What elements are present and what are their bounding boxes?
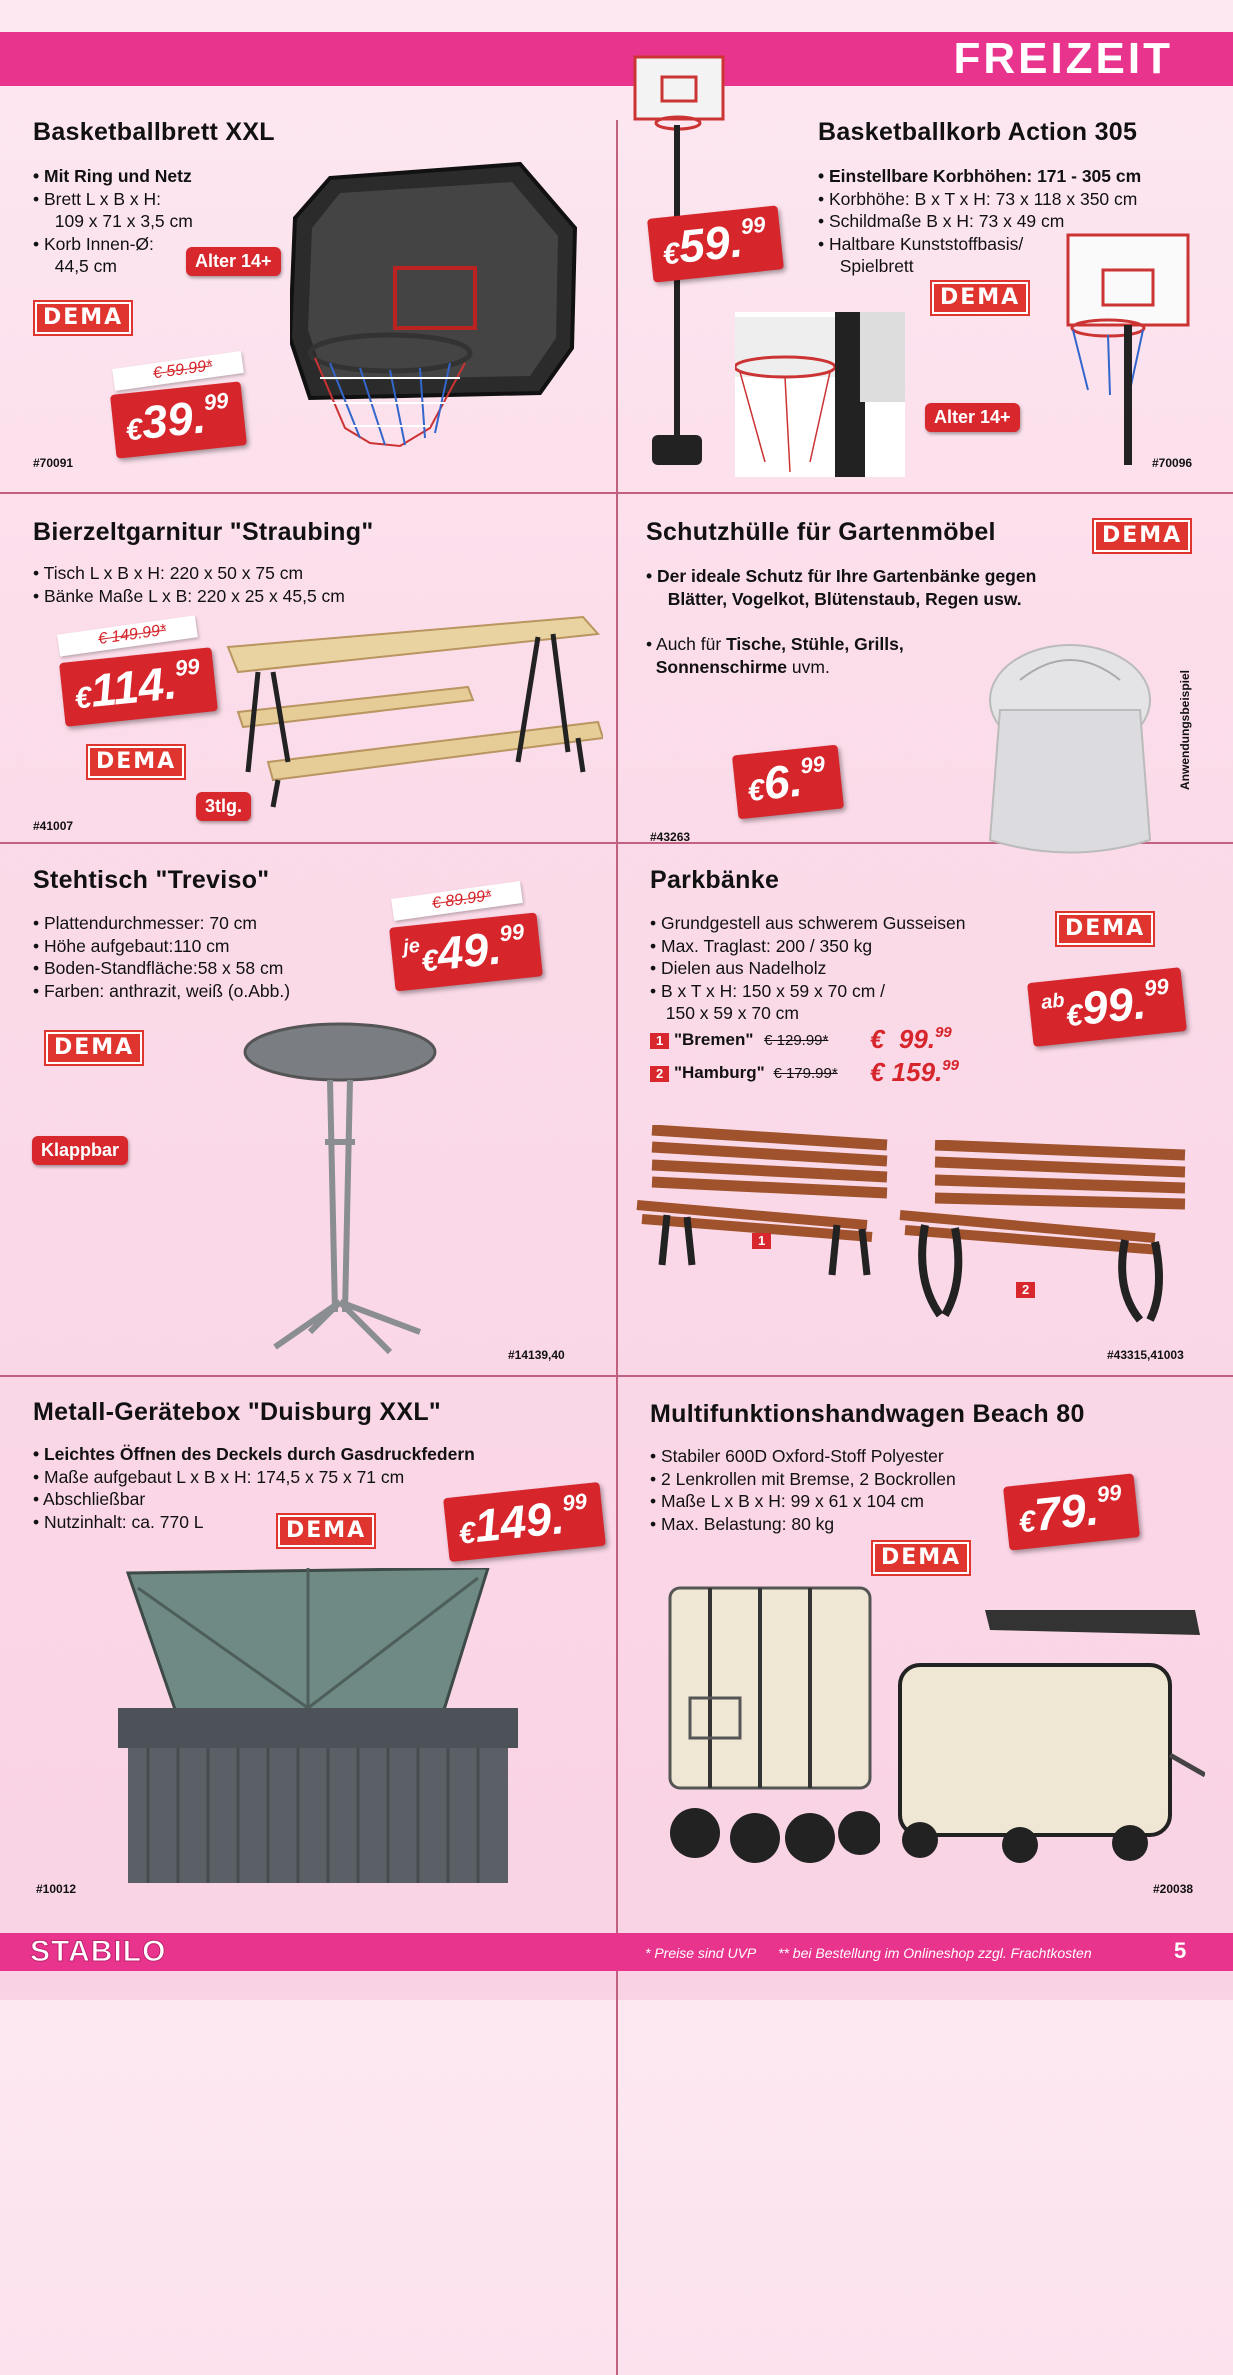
set-badge: 3tlg. xyxy=(196,792,251,821)
product-title: Multifunktionshandwagen Beach 80 xyxy=(650,1400,1085,1428)
feature-line: Spielbrett xyxy=(830,256,914,276)
product-features xyxy=(650,1445,956,1535)
feature-line: • Mit Ring und Netz xyxy=(33,166,192,186)
variant-price xyxy=(870,1024,952,1055)
product-sku: #20038 xyxy=(1153,1882,1194,1896)
brand-logo: DEMA xyxy=(1094,520,1190,552)
brand-logo: DEMA xyxy=(46,1032,142,1064)
feature-line: • Schildmaße B x H: 73 x 49 cm xyxy=(818,211,1065,231)
price-prefix: je xyxy=(402,934,421,959)
stabilo-logo: STABILO xyxy=(30,1935,167,1968)
brand-logo: DEMA xyxy=(932,282,1028,314)
price-cents: 99 xyxy=(739,211,767,240)
feature-line: • Grundgestell aus schwerem Gusseisen xyxy=(650,913,966,933)
price-currency: € xyxy=(1017,1504,1038,1540)
variant-old-price: € 179.99* xyxy=(773,1065,838,1082)
variant-row xyxy=(650,1024,952,1054)
price-integer: 114. xyxy=(88,656,180,717)
footer-note-shipping: ** bei Bestellung im Onlineshop zzgl. Frachtkosten xyxy=(778,1945,1092,1961)
product-sku: #10012 xyxy=(36,1882,77,1896)
grid-divider xyxy=(0,492,1233,494)
footer-note-prices: * Preise sind UVP xyxy=(645,1945,757,1961)
brand-logo: DEMA xyxy=(278,1515,374,1547)
variant-number: 1 xyxy=(650,1033,669,1049)
product-sku: #41007 xyxy=(33,819,74,833)
product-features xyxy=(33,1443,475,1533)
feature-line: • Leichtes Öffnen des Deckels durch Gasdruckfedern xyxy=(33,1444,475,1464)
variant-price-value: € 159. xyxy=(870,1057,943,1087)
age-badge: Alter 14+ xyxy=(186,247,281,276)
price-cents: 99 xyxy=(799,751,827,779)
brand-logo: DEMA xyxy=(35,302,131,334)
beer-table-set-image xyxy=(218,612,603,812)
variant-price-cents: 99 xyxy=(935,1024,952,1041)
basketball-board-image xyxy=(290,158,580,453)
page-number: 5 xyxy=(1174,1938,1187,1963)
price-cents: 99 xyxy=(498,918,526,947)
product-title: Stehtisch "Treviso" xyxy=(33,866,270,894)
feature-line: • Abschließbar xyxy=(33,1489,146,1509)
feature-line: • Boden-Standfläche:58 x 58 cm xyxy=(33,958,284,978)
feature-line: • Dielen aus Nadelholz xyxy=(650,958,827,978)
category-title: FREIZEIT xyxy=(953,34,1173,83)
feature-line: • Farben: anthrazit, weiß (o.Abb.) xyxy=(33,980,291,1001)
feature-text: uvm. xyxy=(787,656,830,677)
feature-line xyxy=(646,656,904,679)
park-bench-hamburg-image xyxy=(895,1140,1190,1325)
price-tag xyxy=(732,745,844,820)
product-sku: #43315,41003 xyxy=(1107,1348,1184,1362)
hoop-product-image xyxy=(1048,230,1198,470)
price-cents: 99 xyxy=(1095,1479,1123,1508)
feature-line: • Tisch L x B x H: 220 x 50 x 75 cm xyxy=(33,563,304,583)
price-integer: 149. xyxy=(472,1490,567,1553)
product-title: Basketballbrett XXL xyxy=(33,118,275,146)
product-sku: #70096 xyxy=(1152,456,1193,470)
product-sku: #43263 xyxy=(650,830,691,844)
product-title: Bierzeltgarnitur "Straubing" xyxy=(33,518,374,546)
variant-name: "Hamburg" xyxy=(673,1063,765,1082)
feature-line: • Haltbare Kunststoffbasis/ xyxy=(818,233,1024,254)
product-features xyxy=(33,912,290,1002)
price-cents: 99 xyxy=(561,1488,589,1516)
variant-number: 2 xyxy=(650,1066,669,1082)
feature-line: • 2 Lenkrollen mit Bremse, 2 Bockrollen xyxy=(650,1468,956,1489)
product-features xyxy=(33,165,193,278)
bench-number-label: 2 xyxy=(1016,1282,1035,1298)
product-title: Basketballkorb Action 305 xyxy=(818,118,1138,146)
brand-logo: DEMA xyxy=(873,1542,969,1574)
feature-line: 109 x 71 x 3,5 cm xyxy=(45,211,193,231)
variant-price xyxy=(870,1057,959,1088)
old-price: € 89.99* xyxy=(391,881,522,921)
grid-divider xyxy=(0,1375,1233,1377)
product-title: Metall-Gerätebox "Duisburg XXL" xyxy=(33,1398,442,1426)
product-features xyxy=(646,633,904,678)
hoop-detail-image xyxy=(735,312,905,477)
bench-number-label: 1 xyxy=(752,1233,771,1249)
feature-line: • Korb Innen-Ø: xyxy=(33,233,154,254)
feature-text: Sonnenschirme xyxy=(646,656,788,677)
grid-divider xyxy=(616,120,618,1880)
price-tag xyxy=(59,647,218,727)
price-currency: € xyxy=(1064,998,1085,1034)
product-sku: #70091 xyxy=(33,456,74,470)
storage-box-image xyxy=(108,1568,528,1888)
feature-line: • Maße L x B x H: 99 x 61 x 104 cm xyxy=(650,1491,924,1511)
feature-line: • Korbhöhe: B x T x H: 73 x 118 x 350 cm xyxy=(818,188,1138,209)
price-integer: 99. xyxy=(1079,976,1149,1035)
price-currency: € xyxy=(457,1516,478,1551)
price-integer: 59. xyxy=(676,214,746,273)
brand-logo: DEMA xyxy=(1057,913,1153,945)
feature-line: • Der ideale Schutz für Ihre Gartenbänke gegen xyxy=(646,566,1037,586)
feature-line: • Bänke Maße L x B: 220 x 25 x 45,5 cm xyxy=(33,585,345,606)
feature-line: • Max. Belastung: 80 kg xyxy=(650,1513,835,1534)
feature-line: • Stabiler 600D Oxford-Stoff Polyester xyxy=(650,1446,944,1466)
folded-wagon-image xyxy=(660,1578,880,1868)
furniture-cover-image xyxy=(980,640,1160,860)
park-bench-bremen-image xyxy=(632,1125,892,1280)
feature-text: Tische, Stühle, Grills, xyxy=(726,634,904,654)
price-tag xyxy=(389,912,543,991)
category-banner xyxy=(0,32,1233,86)
price-tag xyxy=(110,381,247,458)
price-currency: € xyxy=(746,773,767,809)
price-integer: 39. xyxy=(139,390,209,449)
variant-price-value: € 99. xyxy=(870,1024,936,1054)
product-title: Schutzhülle für Gartenmöbel xyxy=(646,518,996,546)
feature-line: • Maße aufgebaut L x B x H: 174,5 x 75 x 71 cm xyxy=(33,1466,405,1487)
price-cents: 99 xyxy=(202,387,230,416)
beach-wagon-image xyxy=(890,1605,1205,1865)
old-price: € 149.99* xyxy=(57,615,197,656)
age-badge: Alter 14+ xyxy=(925,403,1020,432)
product-features xyxy=(646,565,1036,610)
variant-row xyxy=(650,1057,959,1087)
feature-text: • Auch für xyxy=(646,634,727,654)
price-currency: € xyxy=(419,944,440,979)
foldable-badge: Klappbar xyxy=(32,1136,128,1165)
price-integer: 6. xyxy=(760,753,805,810)
feature-line: 150 x 59 x 70 cm xyxy=(656,1003,799,1023)
product-features xyxy=(650,912,965,1025)
price-integer: 79. xyxy=(1032,1482,1102,1541)
feature-line: • Nutzinhalt: ca. 770 L xyxy=(33,1511,204,1532)
usage-example-note: Anwendungsbeispiel xyxy=(1178,669,1192,790)
price-currency: € xyxy=(661,236,682,272)
footer-bar xyxy=(0,1933,1233,1971)
price-tag xyxy=(1027,967,1187,1047)
price-currency: € xyxy=(124,412,145,448)
product-features xyxy=(33,562,345,607)
price-tag xyxy=(647,205,784,282)
feature-line: • Plattendurchmesser: 70 cm xyxy=(33,913,257,933)
price-cents: 99 xyxy=(173,653,201,682)
feature-line: 44,5 cm xyxy=(45,256,117,276)
product-title: Parkbänke xyxy=(650,866,780,894)
feature-line xyxy=(646,633,904,656)
variant-name: "Bremen" xyxy=(673,1030,754,1049)
feature-line: • Höhe aufgebaut:110 cm xyxy=(33,935,230,956)
price-integer: 49. xyxy=(434,921,504,980)
price-cents: 99 xyxy=(1142,973,1170,1001)
variant-price-cents: 99 xyxy=(942,1057,959,1074)
bistro-table-image xyxy=(240,1022,440,1357)
feature-line: • Brett L x B x H: xyxy=(33,188,162,209)
variant-old-price: € 129.99* xyxy=(764,1032,829,1049)
product-sku: #14139,40 xyxy=(508,1348,565,1362)
feature-line: Blätter, Vogelkot, Blütenstaub, Regen usw. xyxy=(658,588,1022,609)
feature-line: • B x T x H: 150 x 59 x 70 cm / xyxy=(650,980,886,1001)
feature-line: • Einstellbare Korbhöhen: 171 - 305 cm xyxy=(818,166,1142,186)
price-prefix: ab xyxy=(1040,989,1066,1014)
old-price: € 59.99* xyxy=(112,351,243,391)
price-currency: € xyxy=(73,681,94,716)
price-tag xyxy=(1003,1473,1140,1550)
brand-logo: DEMA xyxy=(88,746,184,778)
feature-line: • Max. Traglast: 200 / 350 kg xyxy=(650,935,873,956)
